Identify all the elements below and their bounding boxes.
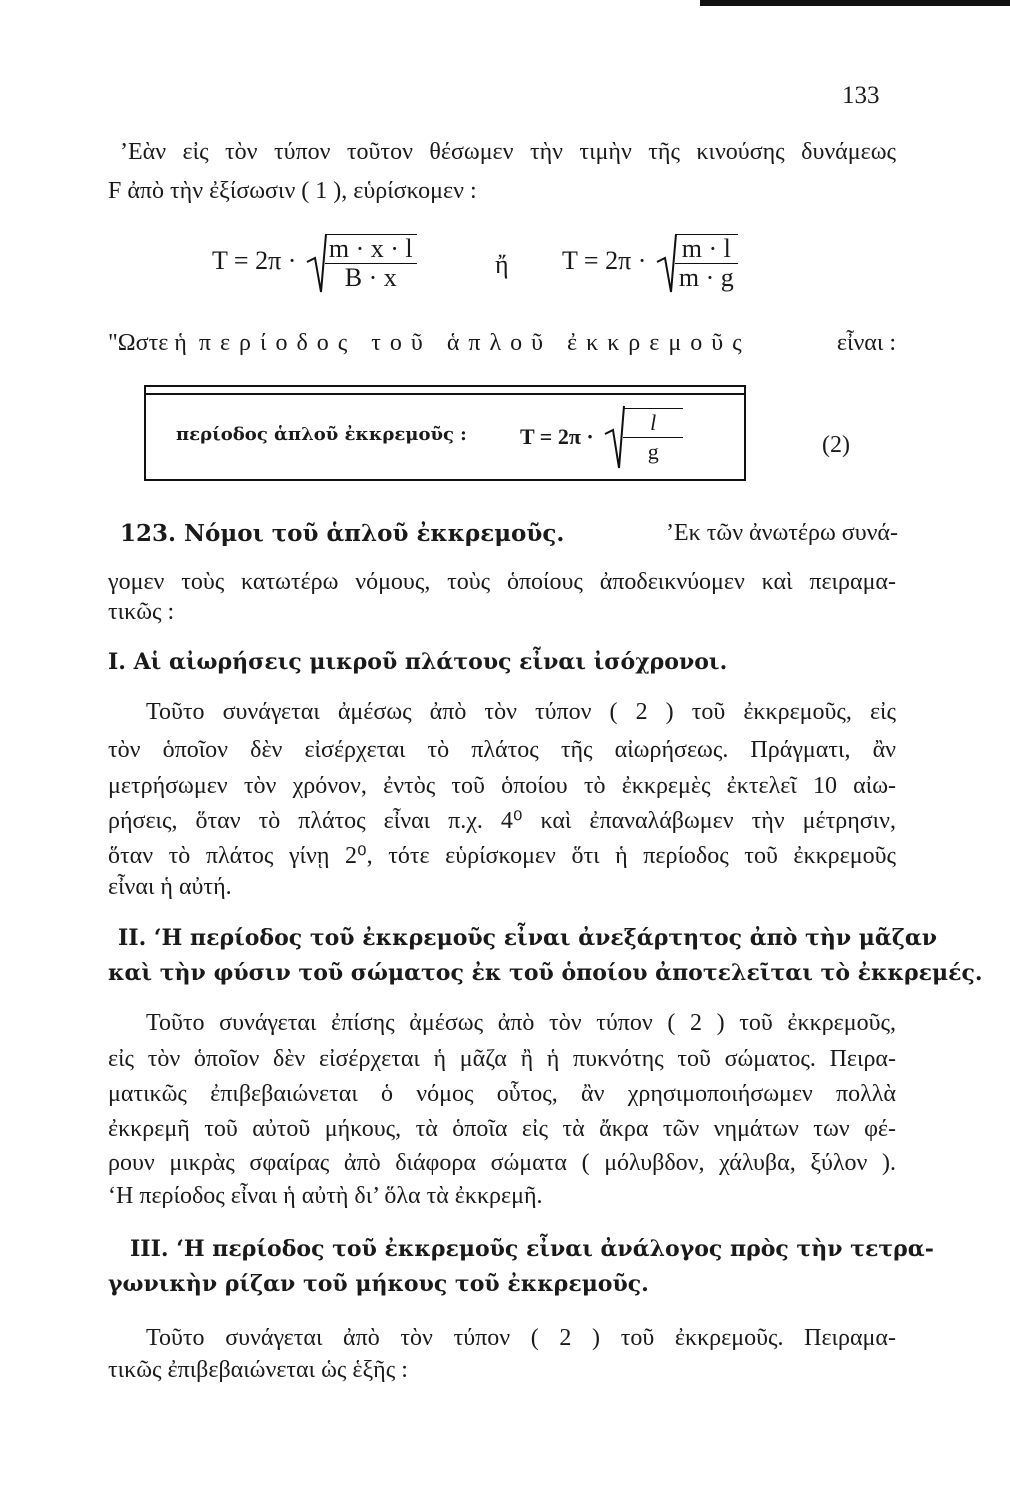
law-2-line-1: Τοῦτο συνάγεται ἐπίσης ἀμέσως ἀπὸ τὸν τύπον ( 2 ) τοῦ ἐκκρεμοῦς, — [146, 1010, 896, 1036]
section-123-title: 123. Νόμοι τοῦ ἁπλοῦ ἐκκρεμοῦς. — [120, 520, 565, 547]
intro-line-2: F ἀπὸ τὴν ἐξίσωσιν ( 1 ), εὑρίσκομεν : — [108, 178, 477, 204]
period-formula-general — [212, 232, 417, 294]
formula-or: ἤ — [495, 250, 509, 279]
boxed-period-formula — [520, 404, 683, 470]
conclusion-spaced-text: περίοδος τοῦ ἁπλοῦ ἐκκρεμοῦς — [198, 330, 751, 356]
conclusion-suffix: εἶναι : — [836, 330, 896, 356]
section-123-first-line — [120, 520, 898, 547]
fraction — [675, 234, 738, 292]
law-2-line-3: ματικῶς ἐπιβεβαιώνεται ὁ νόμος οὗτος, ἂν χρησιμοποιήσωμεν πολλὰ — [108, 1081, 896, 1107]
formula-lhs: T = 2π · — [520, 424, 594, 449]
formula-lhs: T = 2π · — [562, 245, 647, 275]
law-1-line-2: τὸν ὁποῖον δὲν εἰσέρχεται τὸ πλάτος τῆς αἰωρήσεως. Πράγματι, ἂν — [108, 737, 896, 763]
formula-box-inner-rule — [144, 393, 746, 395]
fraction-numerator: m · l — [675, 235, 738, 264]
law-3-title-line-2: γωνικὴν ρίζαν τοῦ μήκους τοῦ ἐκκρεμοῦς. — [108, 1271, 649, 1297]
conclusion-prefix: "Ωστε ἡ — [108, 330, 187, 356]
law-3-line-2: τικῶς ἐπιβεβαιώνεται ὡς ἑξῆς : — [108, 1357, 408, 1383]
conclusion-line — [108, 327, 896, 359]
law-2-line-2: εἰς τὸν ὁποῖον δὲν εἰσέρχεται ἡ μᾶζα ἢ ἡ πυκνότης τοῦ σώματος. Πειρα- — [108, 1046, 896, 1072]
law-1-line-3: μετρήσωμεν τὸν χρόνον, ἐντὸς τοῦ ὁποίου τὸ ἐκκρεμὲς ἐκτελεῖ 10 αἰω- — [108, 773, 896, 799]
fraction — [623, 408, 683, 466]
period-formula-simplified — [562, 232, 738, 294]
law-2-line-5: ρουν μικρὰς σφαίρας ἀπὸ διάφορα σώματα ( μόλυβδον, χάλυβα, ξύλον ). — [108, 1150, 896, 1176]
law-2-title-line-1: II. ‘Η περίοδος τοῦ ἐκκρεμοῦς εἶναι ἀνεξάρτητος ἀπὸ τὴν μᾶζαν — [118, 925, 938, 951]
sqrt-sign-icon — [305, 232, 327, 294]
formula-box-label: περίοδος ἁπλοῦ ἐκκρεμοῦς : — [176, 424, 467, 445]
fraction — [325, 234, 417, 292]
law-1-line-5: ὅταν τὸ πλάτος γίνῃ 2⁰, τότε εὑρίσκομεν ὅτι ἡ περίοδος τοῦ ἐκκρεμοῦς — [108, 843, 896, 869]
law-2-line-6: ‘Η περίοδος εἶναι ἡ αὐτὴ δι’ ὅλα τὰ ἐκκρεμῆ. — [108, 1183, 543, 1209]
section-123-line1-rest: ’Εκ τῶν ἀνωτέρω συνά- — [666, 520, 898, 546]
law-1-title: I. Αἱ αἰωρήσεις μικροῦ πλάτους εἶναι ἰσόχρονοι. — [108, 649, 728, 675]
law-1-line-1: Τοῦτο συνάγεται ἀμέσως ἀπὸ τὸν τύπον ( 2 ) τοῦ ἐκκρεμοῦς, εἰς — [146, 699, 896, 725]
page-number: 133 — [842, 82, 880, 109]
law-3-title-line-1: III. ‘Η περίοδος τοῦ ἐκκρεμοῦς εἶναι ἀνάλογος πρὸς τὴν τετρα- — [130, 1236, 934, 1262]
law-1-line-6: εἶναι ἡ αὐτή. — [108, 874, 232, 900]
sqrt-sign-icon — [655, 232, 677, 294]
formula-lhs: T = 2π · — [212, 245, 297, 275]
law-2-line-4: ἐκκρεμῆ τοῦ αὐτοῦ μήκους, τὰ ὁποῖα εἰς τὰ ἄκρα τῶν νημάτων των φέ- — [108, 1116, 896, 1142]
scan-top-edge — [700, 0, 1010, 6]
fraction-numerator: m · x · l — [325, 235, 417, 264]
sqrt-sign-icon — [603, 404, 625, 470]
fraction-denominator: B · x — [344, 263, 397, 292]
section-123-line-3: τικῶς : — [108, 599, 175, 625]
fraction-denominator: g — [647, 439, 659, 464]
section-123-line-2: γομεν τοὺς κατωτέρω νόμους, τοὺς ὁποίους ἀποδεικνύομεν καὶ πειραμα- — [108, 569, 896, 595]
law-1-line-4: ρήσεις, ὅταν τὸ πλάτος εἶναι π.χ. 4⁰ καὶ ἐπαναλάβωμεν τὴν μέτρησιν, — [108, 808, 896, 834]
law-3-line-1: Τοῦτο συνάγεται ἀπὸ τὸν τύπον ( 2 ) τοῦ ἐκκρεμοῦς. Πειραμα- — [146, 1325, 896, 1351]
law-2-title-line-2: καὶ τὴν φύσιν τοῦ σώματος ἐκ τοῦ ὁποίου ἀποτελεῖται τὸ ἐκκρεμές. — [108, 960, 983, 986]
fraction-denominator: m · g — [678, 263, 734, 292]
fraction-numerator: l — [623, 409, 683, 438]
equation-number: (2) — [822, 432, 850, 458]
intro-line-1: ’Εὰν εἰς τὸν τύπον τοῦτον θέσωμεν τὴν τιμὴν τῆς κινούσης δυνάμεως — [120, 139, 896, 165]
